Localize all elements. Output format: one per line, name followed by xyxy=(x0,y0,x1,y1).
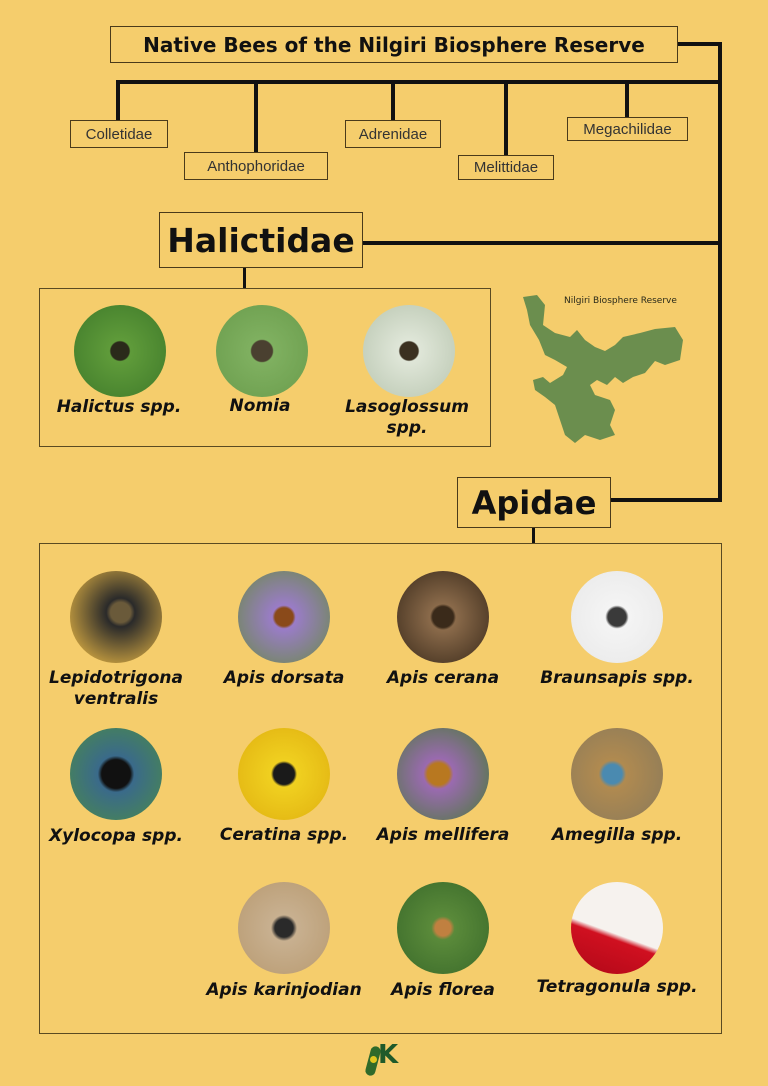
logo-dot xyxy=(370,1056,377,1063)
connector xyxy=(532,528,535,543)
species-label: Apis karinjodian xyxy=(206,980,362,1000)
bee-photo-lepidotrigona xyxy=(70,571,162,663)
species-label: Apis dorsata xyxy=(223,668,345,688)
species-label: Braunsapis spp. xyxy=(540,668,694,688)
bee-photo-apis-dorsata xyxy=(238,571,330,663)
connector xyxy=(391,80,395,120)
halictidae-box xyxy=(159,212,363,268)
bee-photo-amegilla xyxy=(571,728,663,820)
connector xyxy=(363,241,722,245)
species-label: Tetragonula spp. xyxy=(536,977,698,997)
map-label: Nilgiri Biosphere Reserve xyxy=(564,296,677,306)
bee-photo-ceratina xyxy=(238,728,330,820)
species-label: Halictus spp. xyxy=(56,397,182,417)
family-label: Anthophoridae xyxy=(207,157,305,175)
connector xyxy=(504,80,508,155)
species-label: Ceratina spp. xyxy=(219,825,349,845)
bee-photo-apis-karinjodian xyxy=(238,882,330,974)
bee-photo-apis-cerana xyxy=(397,571,489,663)
species-label: Apis mellifera xyxy=(376,825,510,845)
family-anthophoridae xyxy=(184,152,328,180)
apidae-label: Apidae xyxy=(471,483,597,522)
bee-photo-lasoglossum xyxy=(363,305,455,397)
connector xyxy=(254,80,258,152)
species-label: Lepidotrigona ventralis xyxy=(49,668,183,709)
connector xyxy=(243,268,246,288)
connector xyxy=(678,42,722,46)
connector xyxy=(116,80,120,120)
species-label: Xylocopa spp. xyxy=(49,826,183,846)
family-label: Colletidae xyxy=(85,125,153,143)
bee-photo-tetragonula xyxy=(571,882,663,974)
species-label: Lasoglossum spp. xyxy=(345,397,469,438)
title: Native Bees of the Nilgiri Biosphere Reserve xyxy=(143,32,645,57)
bee-photo-braunsapis xyxy=(571,571,663,663)
family-label: Megachilidae xyxy=(583,120,672,138)
bee-photo-xylocopa xyxy=(70,728,162,820)
trunk-line xyxy=(718,42,722,502)
species-label: Apis cerana xyxy=(386,668,500,688)
family-megachilidae xyxy=(567,117,688,141)
nilgiri-map xyxy=(515,285,695,450)
title-box xyxy=(110,26,678,63)
connector xyxy=(611,498,722,502)
bee-photo-apis-mellifera xyxy=(397,728,489,820)
logo xyxy=(364,1040,398,1080)
family-colletidae xyxy=(70,120,168,148)
family-label: Melittidae xyxy=(473,159,539,176)
species-label: Apis florea xyxy=(391,980,495,1000)
family-branch-line xyxy=(116,80,722,84)
family-label: Adrenidae xyxy=(358,125,428,143)
bee-photo-nomia xyxy=(216,305,308,397)
halictidae-label: Halictidae xyxy=(167,220,355,260)
family-adrenidae xyxy=(345,120,441,148)
bee-photo-apis-florea xyxy=(397,882,489,974)
family-melittidae xyxy=(458,155,554,180)
species-label: Amegilla spp. xyxy=(551,825,683,845)
logo-letter: K xyxy=(378,1040,399,1070)
bee-photo-halictus xyxy=(74,305,166,397)
species-label: Nomia xyxy=(229,396,291,416)
apidae-box xyxy=(457,477,611,528)
connector xyxy=(625,80,629,118)
